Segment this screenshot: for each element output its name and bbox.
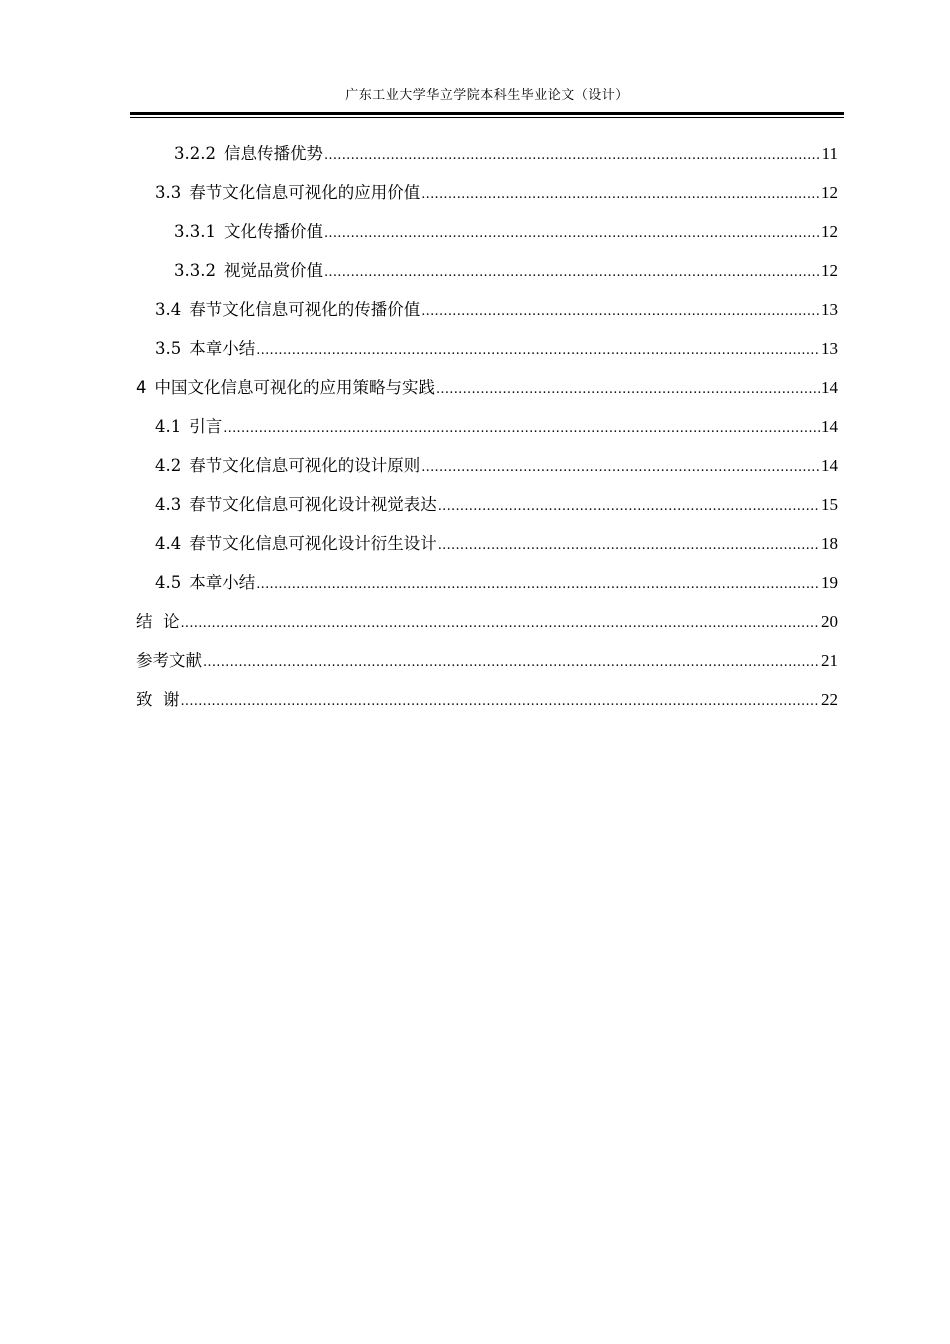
toc-leader-dots (223, 409, 820, 448)
toc-leader-dots (256, 565, 820, 604)
toc-entry-page: 18 (821, 534, 838, 553)
toc-entry-page: 21 (821, 651, 838, 670)
toc-entry-title: 视觉品赏价值 (223, 261, 323, 280)
toc-leader-dots (181, 604, 821, 643)
toc-entry-number: 4.2 (155, 456, 182, 475)
toc-entry-title: 文化传播价值 (223, 222, 323, 241)
toc-entry-3-2-2[interactable] (136, 134, 838, 173)
toc-entry-number: 4.1 (155, 417, 182, 436)
toc-entry-3-4[interactable] (136, 290, 838, 329)
toc-entry-number: 3.5 (155, 339, 182, 358)
toc-entry-3-3[interactable] (136, 173, 838, 212)
toc-entry-number: 4.4 (155, 534, 182, 553)
toc-leader-dots (438, 487, 820, 526)
toc-entry-number: 3.2.2 (174, 144, 216, 163)
toc-leader-dots (436, 370, 820, 409)
toc-entry-title: 参考文献 (136, 651, 202, 670)
toc-entry-title: 春节文化信息可视化的传播价值 (189, 300, 421, 319)
toc-leader-dots (438, 526, 820, 565)
page-header-title: 广东工业大学华立学院本科生毕业论文（设计） (345, 88, 629, 103)
toc-entry-page: 22 (821, 690, 838, 709)
toc-entry-title: 结 论 (136, 612, 180, 631)
toc-leader-dots (203, 643, 820, 682)
toc-entry-title: 春节文化信息可视化的应用价值 (189, 183, 421, 202)
toc-entry-title: 信息传播优势 (223, 144, 323, 163)
toc-entry-title: 致 谢 (136, 690, 180, 709)
toc-entry-page: 20 (821, 612, 838, 631)
toc-entry-number: 3.3.1 (174, 222, 216, 241)
toc-entry-number: 4.5 (155, 573, 182, 592)
toc-entry-title: 春节文化信息可视化的设计原则 (189, 456, 421, 475)
toc-leader-dots (324, 136, 821, 175)
toc-entry-page: 13 (821, 300, 838, 319)
toc-entry-number: 4.3 (155, 495, 182, 514)
toc-entry-page: 13 (821, 339, 838, 358)
toc-leader-dots (421, 448, 820, 487)
toc-entry-title: 本章小结 (189, 339, 256, 358)
toc-leader-dots (256, 331, 820, 370)
toc-entry-title: 引言 (189, 417, 223, 436)
toc-leader-dots (421, 292, 820, 331)
toc-entry-page: 15 (821, 495, 838, 514)
toc-leader-dots (421, 175, 820, 214)
toc-entry-3-3-2[interactable] (136, 251, 838, 290)
toc-leader-dots (324, 214, 820, 253)
header-rule-thick (130, 112, 844, 115)
toc-entry-page: 11 (821, 144, 838, 163)
toc-entry-4-4[interactable] (136, 524, 838, 563)
toc-leader-dots (324, 253, 820, 292)
toc-entry-page: 12 (821, 222, 838, 241)
toc-entry-page: 14 (821, 417, 838, 436)
toc-entry-page: 19 (821, 573, 838, 592)
toc-entry-page: 14 (821, 456, 838, 475)
toc-entry-title: 中国文化信息可视化的应用策略与实践 (154, 378, 435, 397)
toc-entry-3-5[interactable] (136, 329, 838, 368)
toc-entry-references[interactable] (136, 641, 838, 680)
toc-entry-number: 3.3 (155, 183, 182, 202)
toc-entry-title: 春节文化信息可视化设计衍生设计 (189, 534, 437, 553)
toc-leader-dots (181, 682, 821, 721)
toc-entry-title: 本章小结 (189, 573, 256, 592)
toc-entry-number: 4 (136, 378, 147, 397)
toc-entry-page: 12 (821, 183, 838, 202)
toc-entry-title: 春节文化信息可视化设计视觉表达 (189, 495, 437, 514)
toc-entry-page: 14 (821, 378, 838, 397)
toc-entry-page: 12 (821, 261, 838, 280)
header-rule-thin (130, 117, 844, 118)
toc-entry-4-5[interactable] (136, 563, 838, 602)
toc-entry-chapter-4[interactable] (136, 368, 838, 407)
toc-entry-3-3-1[interactable] (136, 212, 838, 251)
toc-entry-number: 3.3.2 (174, 261, 216, 280)
toc-entry-conclusion[interactable] (136, 602, 838, 641)
toc-entry-acknowledgements[interactable] (136, 680, 838, 719)
toc-entry-4-3[interactable] (136, 485, 838, 524)
toc-entry-4-2[interactable] (136, 446, 838, 485)
toc-entry-4-1[interactable] (136, 407, 838, 446)
toc-entry-number: 3.4 (155, 300, 182, 319)
table-of-contents (136, 134, 838, 719)
